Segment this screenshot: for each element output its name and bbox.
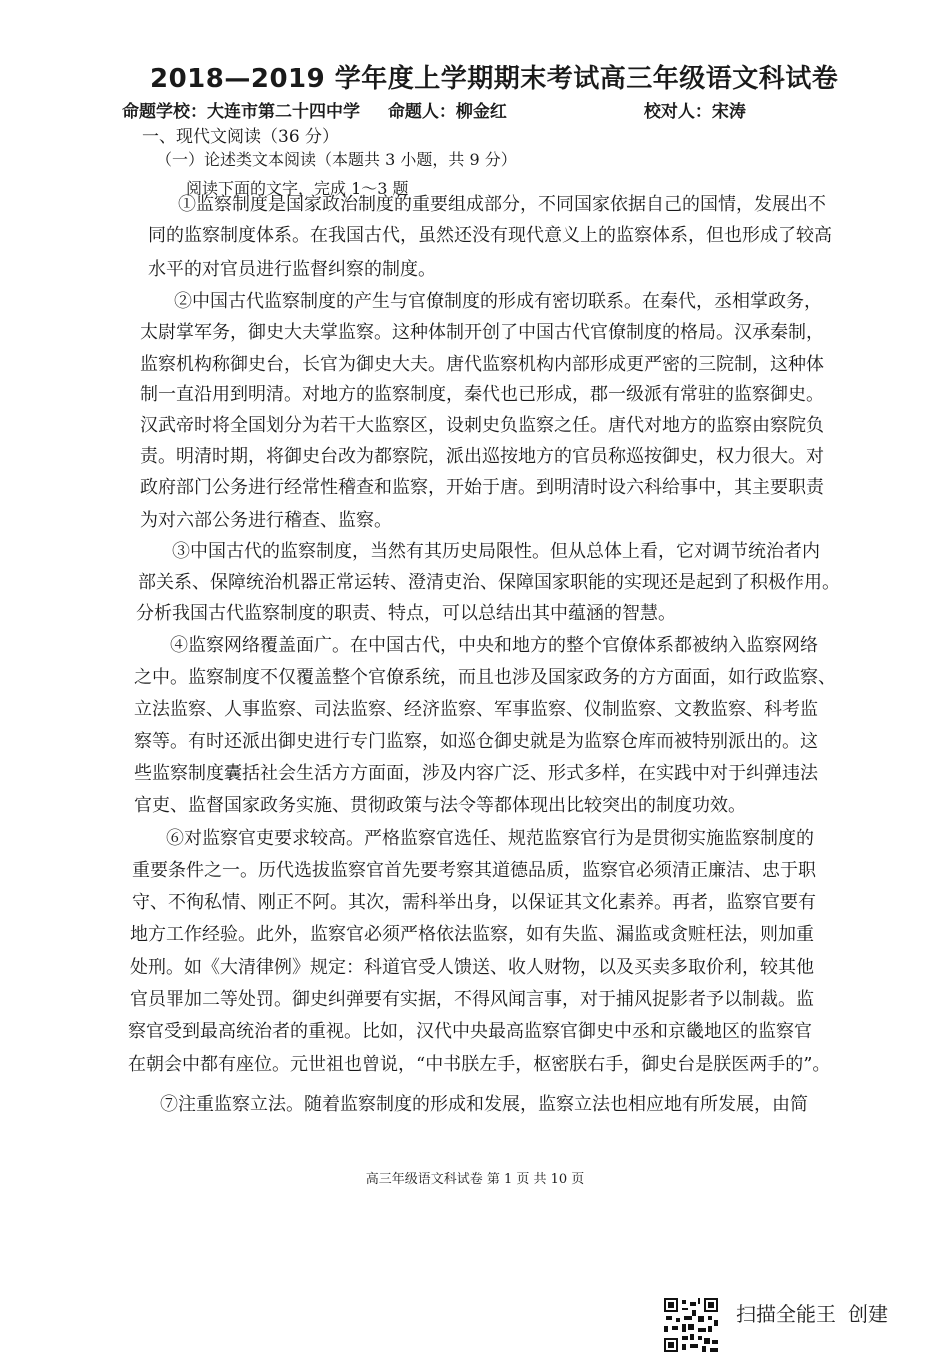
passage-line: 之中。监察制度不仅覆盖整个官僚系统，而且也涉及国家政务的方方面面，如行政监察、 [134,667,836,688]
scanner-watermark [736,1298,888,1327]
passage-line: 守、不徇私情、刚正不阿。其次，需科举出身，以保证其文化素养。再者，监察官要有 [132,892,816,913]
reading-instruction: 阅读下面的文字，完成 1～3 题 [186,179,409,198]
passage-line: 处刑。如《大清律例》规定：科道官受人馈送、收人财物，以及买卖多取价利，较其他 [130,957,814,978]
passage-line: 分析我国古代监察制度的职责、特点，可以总结出其中蕴涵的智慧。 [136,603,676,624]
passage-line: 官员罪加二等处罚。御史纠弹要有实据，不得风闻言事，对于捕风捉影者予以制裁。监 [130,989,814,1010]
passage-line: 察官受到最高统治者的重视。比如，汉代中央最高监察官御史中丞和京畿地区的监察官 [128,1021,812,1042]
passage-line: 制一直沿用到明清。对地方的监察制度，秦代也已形成，郡一级派有常驻的监察御史。 [140,384,824,405]
section-heading: 一、现代文阅读（36 分） [142,127,340,147]
passage-line: ⑥对监察官吏要求较高。严格监察官选任、规范监察官行为是贯彻实施监察制度的 [166,828,814,849]
page-footer: 高三年级语文科试卷 第 1 页 共 10 页 [365,1172,585,1187]
passage-line: 些监察制度囊括社会生活方方面面，涉及内容广泛、形式多样，在实践中对于纠弹违法 [134,763,818,784]
passage-line: 为对六部公务进行稽查、监察。 [140,510,392,531]
passage-line: 立法监察、人事监察、司法监察、经济监察、军事监察、仪制监察、文教监察、科考监 [134,699,818,720]
passage-line: 政府部门公务进行经常性稽查和监察，开始于唐。到明清时设六科给事中，其主要职责 [140,477,824,498]
passage-line: 同的监察制度体系。在我国古代，虽然还没有现代意义上的监察体系，但也形成了较高 [148,225,832,246]
passage-line: 水平的对官员进行监督纠察的制度。 [148,259,436,280]
qr-code-icon [664,1298,718,1352]
setter-name: 命题人：柳金红 [387,102,507,122]
passage-line: 在朝会中都有座位。元世祖也曾说，“中书朕左手，枢密朕右手，御史台是朕医两手的”。 [128,1054,831,1075]
passage-line: 察等。有时还派出御史进行专门监察，如巡仓御史就是为监察仓库而被特别派出的。这 [134,731,818,752]
scanner-action: 创建 [848,1302,888,1326]
passage-line: 官吏、监督国家政务实施、贯彻政策与法令等都体现出比较突出的制度功效。 [134,795,746,816]
passage-line: ④监察网络覆盖面广。在中国古代，中央和地方的整个官僚体系都被纳入监察网络 [170,635,818,656]
passage-line: 太尉掌军务，御史大夫掌监察。这种体制开创了中国古代官僚制度的格局。汉承秦制， [140,322,824,343]
exam-meta [122,97,862,122]
passage-line: 责。明清时期，将御史台改为都察院，派出巡按地方的官员称巡按御史，权力很大。对 [140,446,824,467]
passage-line: 部关系、保障统治机器正常运转、澄清吏治、保障国家职能的实现还是起到了积极作用。 [138,572,840,593]
passage-line: ⑦注重监察立法。随着监察制度的形成和发展，监察立法也相应地有所发展，由简 [160,1094,808,1115]
passage-line: 地方工作经验。此外，监察官必须严格依法监察，如有失监、漏监或贪赃枉法，则加重 [130,924,814,945]
passage-line: 重要条件之一。历代选拔监察官首先要考察其道德品质，监察官必须清正廉洁、忠于职 [132,860,816,881]
checker-name: 校对人：宋涛 [643,102,746,122]
passage-line: 监察机构称御史台，长官为御史大夫。唐代监察机构内部形成更严密的三院制，这种体 [140,354,824,375]
passage-line: ①监察制度是国家政治制度的重要组成部分，不同国家依据自己的国情，发展出不 [178,194,826,215]
passage-line: 汉武帝时将全国划分为若干大监察区，设刺史负监察之任。唐代对地方的监察由察院负 [140,415,824,436]
exam-title: 2018—2019 学年度上学期期末考试高三年级语文科试卷 [150,64,839,94]
setter-school: 命题学校：大连市第二十四中学 [122,102,360,122]
passage-line: ③中国古代的监察制度，当然有其历史局限性。但从总体上看，它对调节统治者内 [172,541,820,562]
scanner-brand: 扫描全能王 [736,1302,836,1326]
subsection-heading: （一）论述类文本阅读（本题共 3 小题，共 9 分） [156,150,517,169]
passage-line: ②中国古代监察制度的产生与官僚制度的形成有密切联系。在秦代，丞相掌政务， [174,291,822,312]
